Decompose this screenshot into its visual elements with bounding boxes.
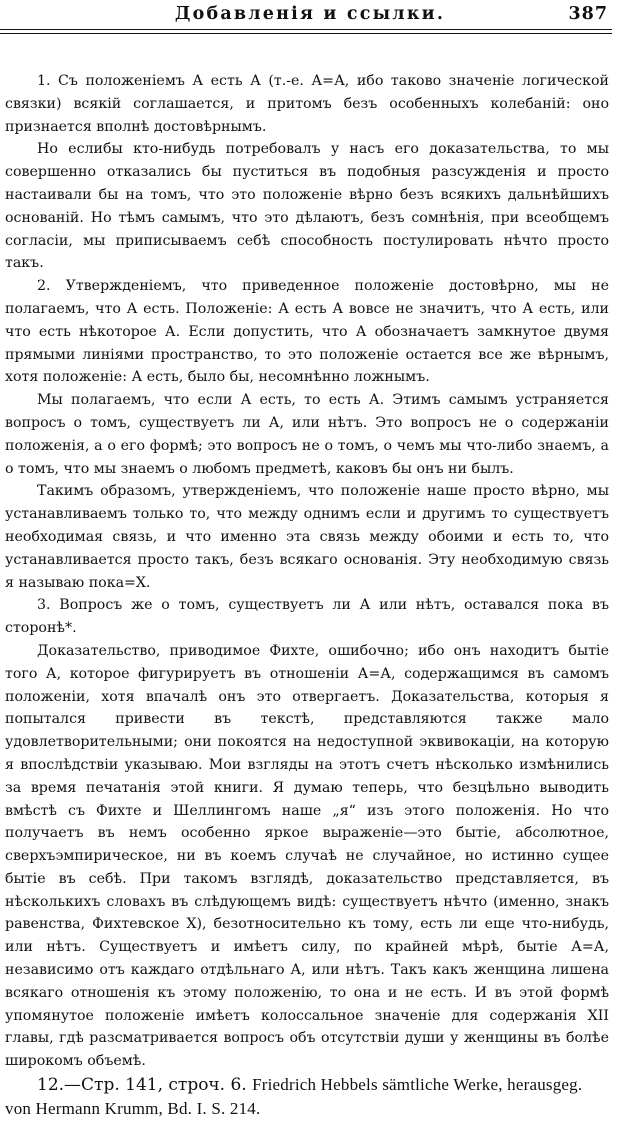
paragraph-7: Доказательство, приводимое Фихте, ошибочно; ибо онъ находитъ бытіе того А, которое фигурируетъ въ отношеніи А=А, содержащимся въ самомъ положеніи, хотя впачалѣ онъ это отвергаетъ. Доказательства, которыя я попытался привести въ текстѣ, представляются также мало удовлетворительными; они покоятся на недоступной эквивокаціи, на которую я впослѣдствіи указываю. Мои взгляды на этотъ счетъ нѣсколько измѣнились за время печатанія этой книги. Я думаю теперь, что безцѣльно выводить вмѣстѣ съ Фихте и Шеллингомъ наше „я“ изъ этого положенія. Но что получаетъ въ немъ особенно яркое выраженіе—это бытіе, абсолютное, сверхъэмпирическое, ни въ коемъ случаѣ не случайное, но истинно сущее бытіе въ себѣ. При такомъ взглядѣ, доказательство представляется, въ нѣсколькихъ словахъ въ слѣдующемъ видѣ: существуетъ нѣчто (именно, знакъ равенства, Фихтевское X), безотносительно къ тому, есть ли еще что-нибудь, или нѣтъ. Существуетъ и имѣетъ силу, по крайней мѣрѣ, бытіе А=А, независимо отъ каждаго отдѣльнаго А, или нѣтъ. Такъ какъ женщина лишена всякаго отношенія къ этому положенію, то она и не есть. И въ этой формѣ упомянутое положеніе имѣетъ колоссальное значеніе для содержанія XII главы, гдѣ разсматривается вопросъ объ отсутствіи души у женщины въ болѣе широкомъ объемѣ. [5, 642, 609, 1070]
page-number: 387 [568, 4, 608, 24]
header-rule-bottom [0, 33, 612, 34]
paragraph-2: Но еслибы кто-нибудь потребовалъ у насъ его доказательства, то мы совершенно отказались бы пуститься въ подобныя разсужденія и просто настаивали бы на томъ, что это положеніе вѣрно безъ всякихъ дальнѣйшихъ основаній. Но тѣмъ самымъ, что это дѣлаютъ, безъ сомнѣнія, при всеобщемъ согласіи, мы приписываемъ себѣ способность постулировать нѣчто просто такъ. [5, 141, 609, 272]
footnote-ref: 12.—Стр. 141, строч. 6. [37, 1075, 247, 1096]
paragraph-6: 3. Вопросъ же о томъ, существуетъ ли А или нѣтъ, оставался пока въ сторонѣ*. [5, 597, 609, 637]
paragraph-5: Такимъ образомъ, утвержденіемъ, что положеніе наше просто вѣрно, мы устанавливаемъ только то, что между однимъ если и другимъ то существуетъ необходимая связь, и что именно эта связь между обоими и есть то, что устанавливается просто такъ, безъ всякаго основанія. Эту необходимую связь я называю пока=X. [5, 483, 609, 591]
footnote [5, 1073, 609, 1121]
running-header [0, 0, 620, 34]
paragraph-4: Мы полагаемъ, что если А есть, то есть А. Этимъ самымъ устраняется вопросъ о томъ, существуетъ ли А, или нѣтъ. Это вопросъ не о содержаніи положенія, а о его формѣ; это вопросъ не о томъ, о чемъ мы что-либо знаемъ, а о томъ, что мы знаемъ о любомъ предметѣ, каковъ бы онъ ни былъ. [5, 392, 609, 477]
paragraph-3: 2. Утвержденіемъ, что приведенное положеніе достовѣрно, мы не полагаемъ, что А есть. Положеніе: А есть А вовсе не значитъ, что А есть, или что есть нѣкоторое А. Если допустить, что А обозначаетъ замкнутое двумя прямыми линіями пространство, то это положеніе остается все же вѣрнымъ, хотя положеніе: А есть, было бы, несомнѣнно ложнымъ. [5, 278, 609, 386]
footnote-text: Friedrich Hebbels sämtliche Werke, herausgeg. von Hermann Krumm, Bd. I. S. 214. [5, 1075, 583, 1119]
page-body [5, 70, 609, 1121]
paragraph-1: 1. Съ положеніемъ А есть А (т.-е. А=А, ибо таково значеніе логической связки) всякій соглашается, и притомъ безъ особенныхъ колебаній: оно признается вполнѣ достовѣрнымъ. [5, 73, 609, 135]
header-rule-top [0, 29, 612, 30]
page-header-title: Добавленія и ссылки. [174, 4, 446, 24]
